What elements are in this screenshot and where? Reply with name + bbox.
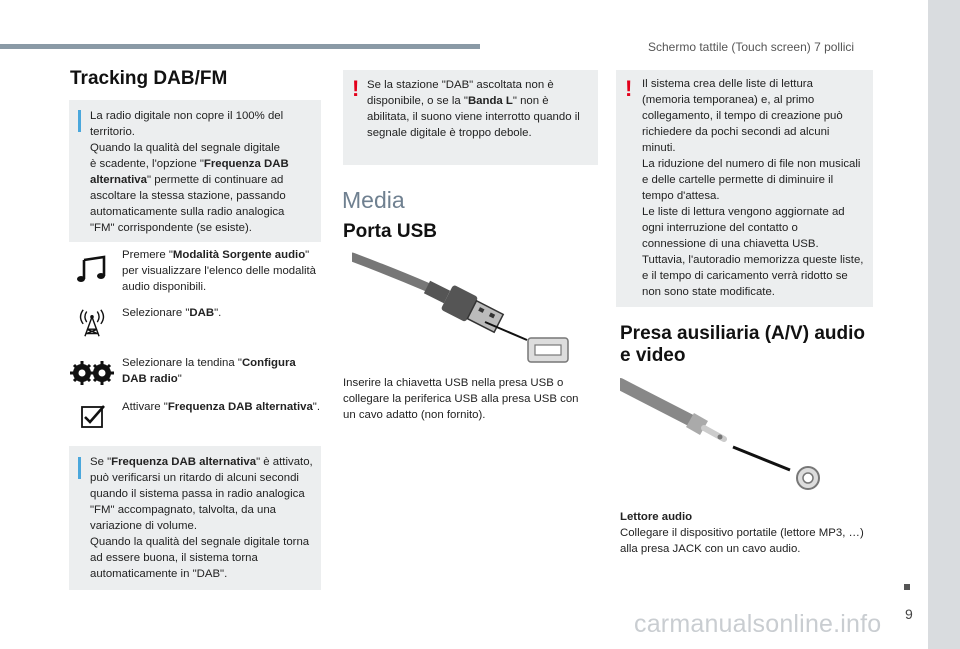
warning-box-dab <box>343 70 598 165</box>
aux-instructions <box>620 509 875 557</box>
warning-box-lists <box>616 70 873 307</box>
page-header-title: Schermo tattile (Touch screen) 7 pollici <box>648 40 855 54</box>
info-icon <box>78 457 81 479</box>
warning-lists-text: Il sistema crea delle liste di lettura (memoria temporanea) e, al primo collegamento, il tempo di creazione può richiedere da pochi secondi ad alcuni minuti. La riduzione del numero di file non musicali e delle cartelle permette di diminuire il tempo d'attesa. Le liste di lettura vengono aggiornate ad ogni interruzione del contatto o connessione di una chiavetta USB. Tuttavia, l'autoradio memorizza queste liste, e il tempo di caricamento verrà ridotto se non sono state modificate. <box>642 78 864 298</box>
step-configura-dab: Selezionare la tendina "Configura DAB radio" <box>122 357 296 385</box>
usb-instructions: Inserire la chiavetta USB nella presa USB o collegare la periferica USB alla presa USB con un cavo adatto (non fornito). <box>343 377 579 421</box>
gears-icon <box>70 358 114 388</box>
warning-dab-text: Se la stazione "DAB" ascoltata non è disponibile, o se la "Banda L" non è abilitata, il suono viene interrotto quando il segnale digitale è troppo debole. <box>367 79 580 139</box>
usb-heading: Porta USB <box>343 221 437 242</box>
warning-icon: ! <box>625 76 633 101</box>
aux-text: Collegare il dispositivo portatile (lettore MP3, …) alla presa JACK con un cavo audio. <box>620 527 864 555</box>
page-number: 9 <box>905 606 913 622</box>
tracking-heading: Tracking DAB/FM <box>70 68 228 89</box>
media-heading: Media <box>342 187 405 213</box>
info-note-2-text: Se "Frequenza DAB alternativa" è attivato, può verificarsi un ritardo di alcuni secondi quando il sistema passa in radio analogica "FM" accompagnato, talvolta, da una variazione di volume. Quando la qualità del segnale digitale torna ad essere buona, il sistema torna automaticamente in "DAB". <box>90 456 313 580</box>
info-note-box-2 <box>69 446 321 590</box>
usb-plug-icon <box>352 252 572 367</box>
info-icon <box>78 110 81 132</box>
aux-heading: Presa ausiliaria (A/V) audio e video <box>620 323 865 366</box>
jack-plug-icon <box>620 372 830 497</box>
step-dab: Selezionare "DAB". <box>122 307 222 319</box>
warning-icon: ! <box>352 76 360 101</box>
step-source-audio: Premere "Modalità Sorgente audio" per visualizzare l'elenco delle modalità audio disponibili. <box>122 249 317 293</box>
info-note-text: La radio digitale non copre il 100% del territorio. Quando la qualità del segnale digitale è scadente, l'opzione "Frequenza DAB alternativa" permette di continuare ad ascoltare la stessa stazione, passando automaticamente sulla radio analogica "FM" corrispondente (se esiste). <box>90 110 289 234</box>
header-rule <box>0 44 480 49</box>
antenna-icon <box>74 308 110 338</box>
checkbox-icon <box>74 402 110 432</box>
watermark: carmanualsonline.info <box>634 610 882 638</box>
page-marker <box>904 584 910 590</box>
music-note-icon <box>74 254 110 284</box>
info-note-box <box>69 100 321 242</box>
step-frequenza-alternativa: Attivare "Frequenza DAB alternativa". <box>122 401 320 413</box>
aux-label: Lettore audio <box>620 511 693 523</box>
page-edge-strip <box>928 0 960 649</box>
